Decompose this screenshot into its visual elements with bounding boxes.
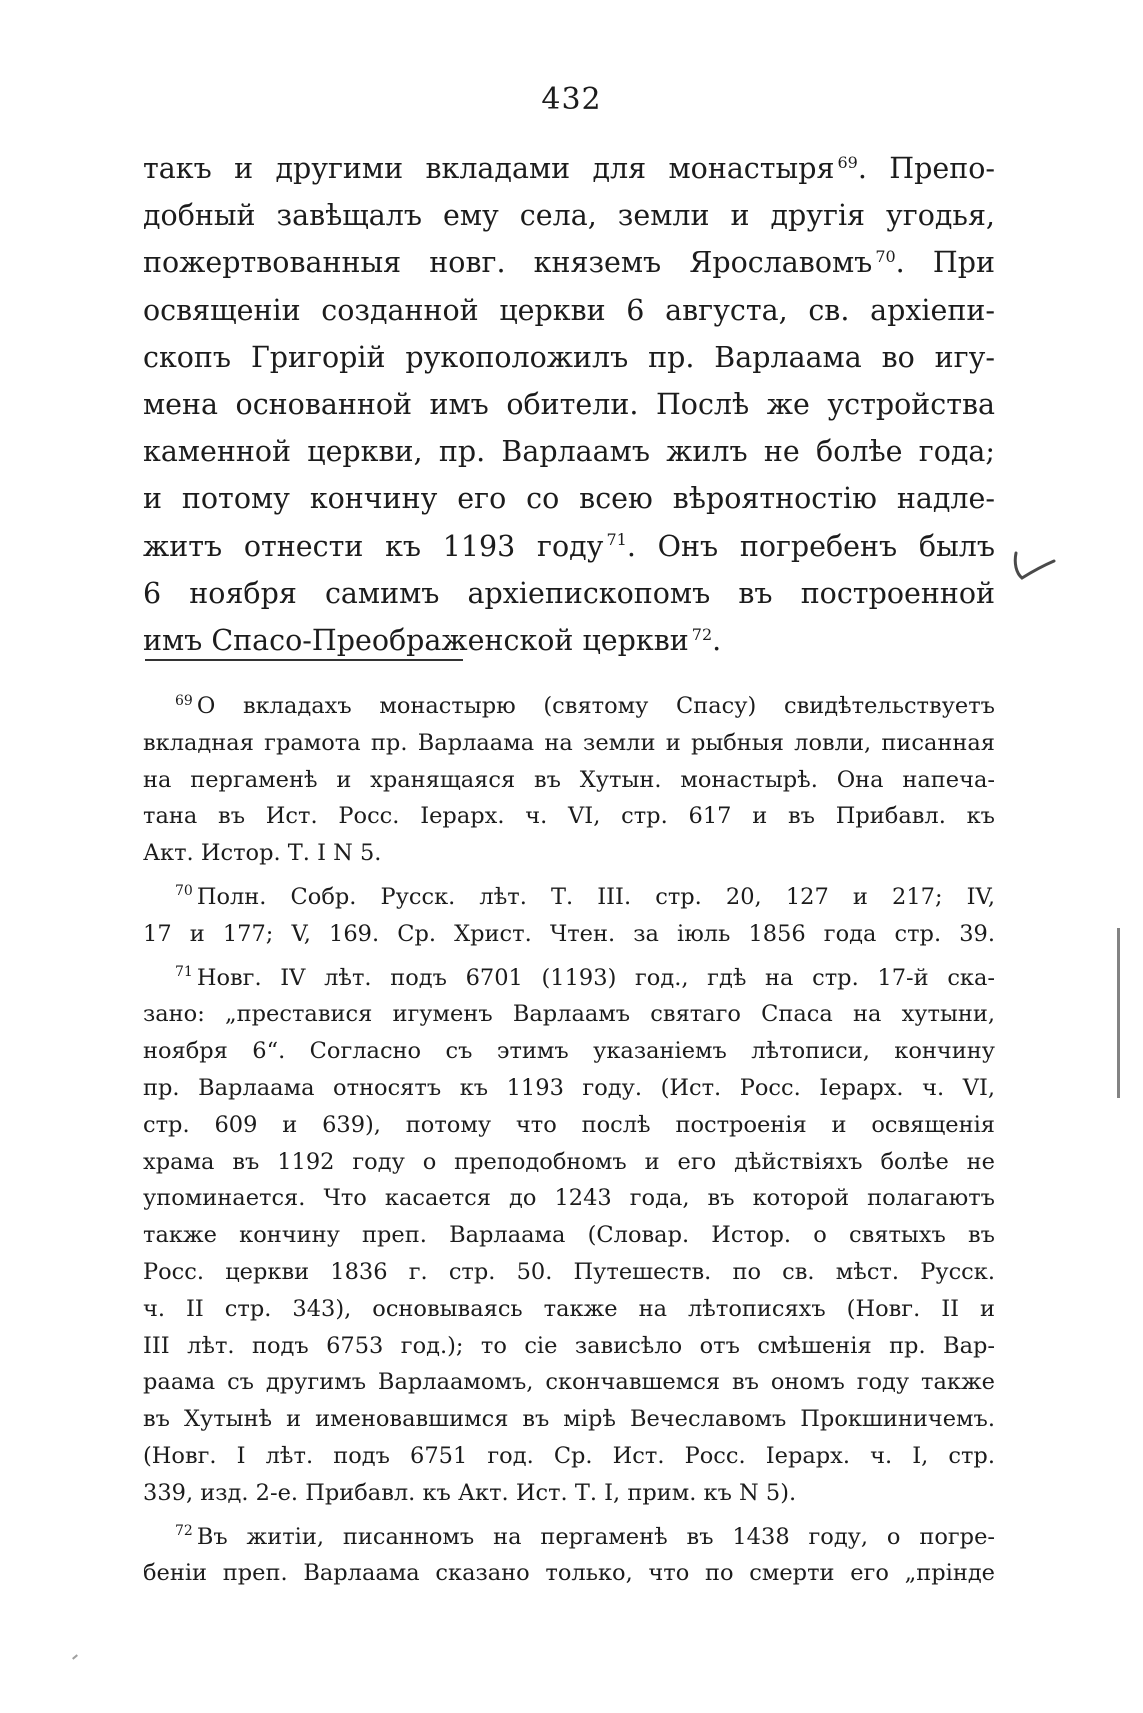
main-line: житъ отнести къ 1193 году $^{71}$. Онъ погребенъ былъ <box>143 529 995 563</box>
footnote-71 <box>143 960 995 1512</box>
footnote-line: $^{71}$ Новг. IV лѣт. подъ 6701 (1193) год., гдѣ на стр. 17-й ска- <box>175 964 995 991</box>
footnote-line: ч. II стр. 343), основываясь также на лѣтописяхъ (Новг. II и <box>143 1295 995 1322</box>
footnote-69 <box>143 688 995 872</box>
footnotes <box>143 688 995 1599</box>
footnote-divider <box>145 659 463 661</box>
footnote-72 <box>143 1519 995 1593</box>
footnote-line: III лѣт. подъ 6753 год.); то сіе зависѣло отъ смѣшенія пр. Вар- <box>143 1332 995 1359</box>
main-line: мена основанной имъ обители. Послѣ же устройства <box>143 388 995 422</box>
main-line: такъ и другими вкладами для монастыря $^{69}$. Препо- <box>143 152 995 185</box>
paper-speck <box>72 1654 78 1659</box>
footnote-line: также кончину преп. Варлаама (Словар. Истор. о святыхъ въ <box>143 1222 995 1249</box>
main-line: имъ Спасо-Преображенской церкви $^{72}$. <box>143 624 722 658</box>
footnote-ref-72: 72 <box>691 624 713 644</box>
main-text <box>143 145 995 664</box>
footnote-marker: 70 <box>175 883 193 900</box>
main-line: пожертвованныя новг. княземъ Ярославомъ $^{70}$. При <box>143 246 995 280</box>
page-number: 432 <box>541 82 602 117</box>
footnote-line: вкладная грамота пр. Варлаама на земли и рыбныя ловли, писанная <box>143 729 995 756</box>
footnote-ref-71: 71 <box>606 530 627 550</box>
footnote-line: беніи преп. Варлаама сказано только, что по смерти его „прінде <box>143 1560 995 1587</box>
main-line: 6 ноября самимъ архіепископомъ въ построенной <box>143 576 995 610</box>
footnote-line: въ Хутынѣ и именовавшимся въ мірѣ Вечеславомъ Прокшиничемъ. <box>143 1406 995 1433</box>
footnote-line: $^{69}$ О вкладахъ монастырю (святому Спасу) свидѣтельствуетъ <box>175 692 995 719</box>
footnote-line: Акт. Истор. Т. I N 5. <box>143 840 382 867</box>
footnote-line: ноября 6“. Согласно съ этимъ указаніемъ лѣтописи, кончину <box>143 1038 995 1065</box>
footnote-line: раама съ другимъ Варлаамомъ, скончавшемся въ ономъ году также <box>143 1369 995 1396</box>
main-line: добный завѣщалъ ему села, земли и другія угодья, <box>143 199 995 233</box>
footnote-line: упоминается. Что касается до 1243 года, въ которой полагаютъ <box>143 1185 995 1212</box>
footnote-ref-70: 70 <box>875 246 896 266</box>
footnote-line: зано: „преставися игуменъ Варлаамъ святаго Спаса на хутыни, <box>143 1001 995 1028</box>
footnote-line: $^{72}$ Въ житіи, писанномъ на пергаменѣ въ 1438 году, о погре- <box>175 1523 995 1550</box>
footnote-marker: 69 <box>175 692 193 709</box>
footnote-line: на пергаменѣ и хранящаяся въ Хутын. монастырѣ. Она напеча- <box>143 766 995 793</box>
main-line: освященіи созданной церкви 6 августа, св. архіепи- <box>143 293 995 327</box>
footnote-line: $^{70}$ Полн. Собр. Русск. лѣт. Т. III. стр. 20, 127 и 217; IV, <box>175 883 995 910</box>
footnote-ref-69: 69 <box>837 152 858 172</box>
main-line: каменной церкви, пр. Варлаамъ жилъ не болѣе года; <box>143 435 995 469</box>
footnote-line: храма въ 1192 году о преподобномъ и его дѣйствіяхъ болѣе не <box>143 1148 995 1175</box>
main-line: и потому кончину его со всею вѣроятностію надле- <box>143 482 995 516</box>
footnote-marker: 72 <box>175 1523 193 1540</box>
pencil-check-mark <box>1010 545 1058 583</box>
footnote-70 <box>143 879 995 953</box>
footnote-line: тана въ Ист. Росс. Іерарх. ч. VI, стр. 617 и въ Прибавл. къ <box>143 803 995 830</box>
margin-pencil-line <box>1117 928 1120 1098</box>
footnote-line: 339, изд. 2-е. Прибавл. къ Акт. Ист. Т. I, прим. къ N 5). <box>143 1479 797 1506</box>
footnote-line: 17 и 177; V, 169. Ср. Христ. Чтен. за іюль 1856 года стр. 39. <box>143 920 995 947</box>
main-line: скопъ Григорій рукоположилъ пр. Варлаама во игу- <box>143 340 995 374</box>
footnote-marker: 71 <box>175 964 193 981</box>
footnote-line: стр. 609 и 639), потому что послѣ построенія и освященія <box>143 1111 995 1138</box>
footnote-line: Росс. церкви 1836 г. стр. 50. Путешеств. по св. мѣст. Русск. <box>143 1258 995 1285</box>
footnote-line: (Новг. I лѣт. подъ 6751 год. Ср. Ист. Росс. Іерарх. ч. I, стр. <box>143 1442 995 1469</box>
footnote-line: пр. Варлаама относятъ къ 1193 году. (Ист. Росс. Іерарх. ч. VI, <box>143 1074 995 1101</box>
